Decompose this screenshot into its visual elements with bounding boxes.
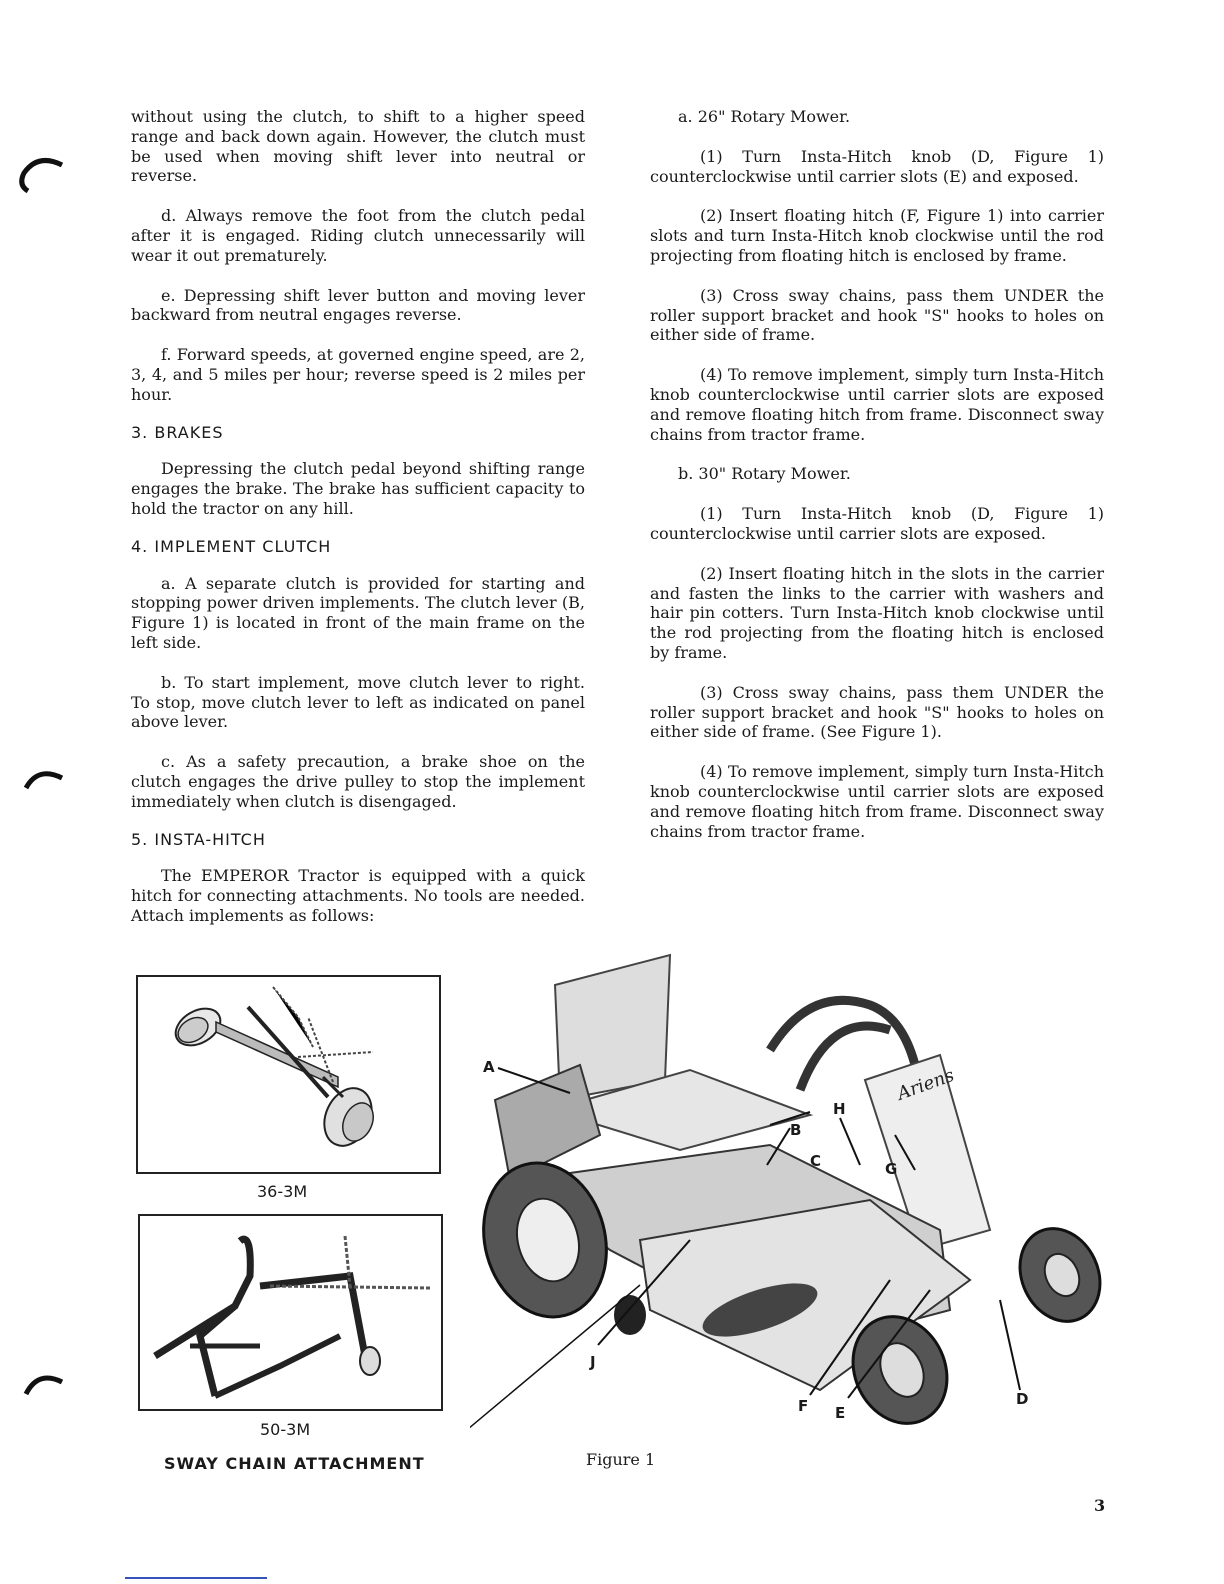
brand-logo: Ariens [894, 1064, 958, 1105]
step-b3: (3) Cross sway chains, pass them UNDER the roller support bracket and hook "S" hooks to holes on either side of frame. (See Figure 1). [650, 682, 1104, 742]
subsection-30-mower: b. 30" Rotary Mower. [678, 464, 851, 484]
heading-implement-clutch: 4. IMPLEMENT CLUTCH [131, 536, 332, 556]
paragraph-f: f. Forward speeds, at governed engine speed, are 2, 3, 4, and 5 miles per hour; reverse speed is 2 miles per hour. [131, 345, 585, 404]
step-b1: (1) Turn Insta-Hitch knob (D, Figure 1) counterclockwise until carrier slots are exposed. [650, 504, 1104, 543]
tractor-illustration [470, 950, 1120, 1440]
step-b4: (4) To remove implement, simply turn Insta-Hitch knob counterclockwise until carrier slots are exposed and remove floating hitch from frame. Disconnect sway chains from tractor frame. [650, 762, 1104, 841]
step-a3: (3) Cross sway chains, pass them UNDER the roller support bracket and hook "S" hooks to holes on either side of frame. [650, 285, 1104, 345]
sway-chain-caption: SWAY CHAIN ATTACHMENT [164, 1454, 425, 1473]
figure-36-3m-label: 36-3M [257, 1182, 308, 1201]
binder-hole-mark-1 [18, 155, 68, 205]
heading-insta-hitch: 5. INSTA-HITCH [131, 829, 266, 849]
paragraph-continuation: without using the clutch, to shift to a higher speed range and back down again. However, the clutch must be used when moving shift lever into neutral or reverse. [131, 107, 585, 186]
sway-chain-roller-illustration [138, 977, 439, 1172]
callout-e: E [835, 1404, 846, 1422]
heading-brakes: 3. BRAKES [131, 422, 224, 442]
paragraph-insta-hitch: The EMPEROR Tractor is equipped with a quick hitch for connecting attachments. No tools are needed. Attach implements as follows: [131, 866, 585, 925]
footer-rule [125, 1577, 267, 1579]
callout-c: C [810, 1152, 822, 1170]
callout-d: D [1016, 1390, 1029, 1408]
paragraph-d: d. Always remove the foot from the clutch pedal after it is engaged. Riding clutch unnecessarily will wear it out prematurely. [131, 206, 585, 265]
step-a4: (4) To remove implement, simply turn Insta-Hitch knob counterclockwise until carrier slots are exposed and remove floating hitch from frame. Disconnect sway chains from tractor frame. [650, 365, 1104, 444]
callout-f: F [798, 1397, 809, 1415]
page-number: 3 [1094, 1496, 1106, 1515]
callout-h: H [833, 1100, 846, 1118]
binder-hole-mark-2 [18, 768, 68, 818]
binder-hole-mark-3 [18, 1372, 68, 1422]
figure-1-caption: Figure 1 [586, 1450, 656, 1469]
step-b2: (2) Insert floating hitch in the slots in the carrier and fasten the links to the carrier with washers and hair pin cotters. Turn Insta-Hitch knob clockwise until the rod projecting from the floating hitch is enclosed by frame. [650, 563, 1104, 662]
subsection-26-mower: a. 26" Rotary Mower. [678, 107, 851, 126]
figure-50-3m-label: 50-3M [260, 1420, 311, 1439]
paragraph-4b: b. To start implement, move clutch lever to right. To stop, move clutch lever to left as indicated on panel above lever. [131, 672, 585, 732]
paragraph-e: e. Depressing shift lever button and moving lever backward from neutral engages reverse. [131, 285, 585, 325]
callout-j: J [590, 1353, 596, 1371]
paragraph-4a: a. A separate clutch is provided for starting and stopping power driven implements. The clutch lever (B, Figure 1) is located in front of the main frame on the left side. [131, 573, 585, 652]
right-column [650, 107, 1104, 841]
callout-a: A [483, 1058, 495, 1076]
callout-g: G [885, 1160, 898, 1178]
sway-chain-hitch-illustration [140, 1216, 441, 1409]
left-column [131, 107, 585, 926]
figure-36-3m-frame [136, 975, 441, 1174]
paragraph-brakes: Depressing the clutch pedal beyond shifting range engages the brake. The brake has sufficient capacity to hold the tractor on any hill. [131, 459, 585, 518]
figure-50-3m-frame [138, 1214, 443, 1411]
step-a1: (1) Turn Insta-Hitch knob (D, Figure 1) counterclockwise until carrier slots (E) and exposed. [650, 146, 1104, 186]
step-a2: (2) Insert floating hitch (F, Figure 1) into carrier slots and turn Insta-Hitch knob clockwise until the rod projecting from floating hitch is enclosed by frame. [650, 206, 1104, 265]
paragraph-4c: c. As a safety precaution, a brake shoe on the clutch engages the drive pulley to stop the implement immediately when clutch is disengaged. [131, 752, 585, 811]
callout-b: B [790, 1121, 802, 1139]
